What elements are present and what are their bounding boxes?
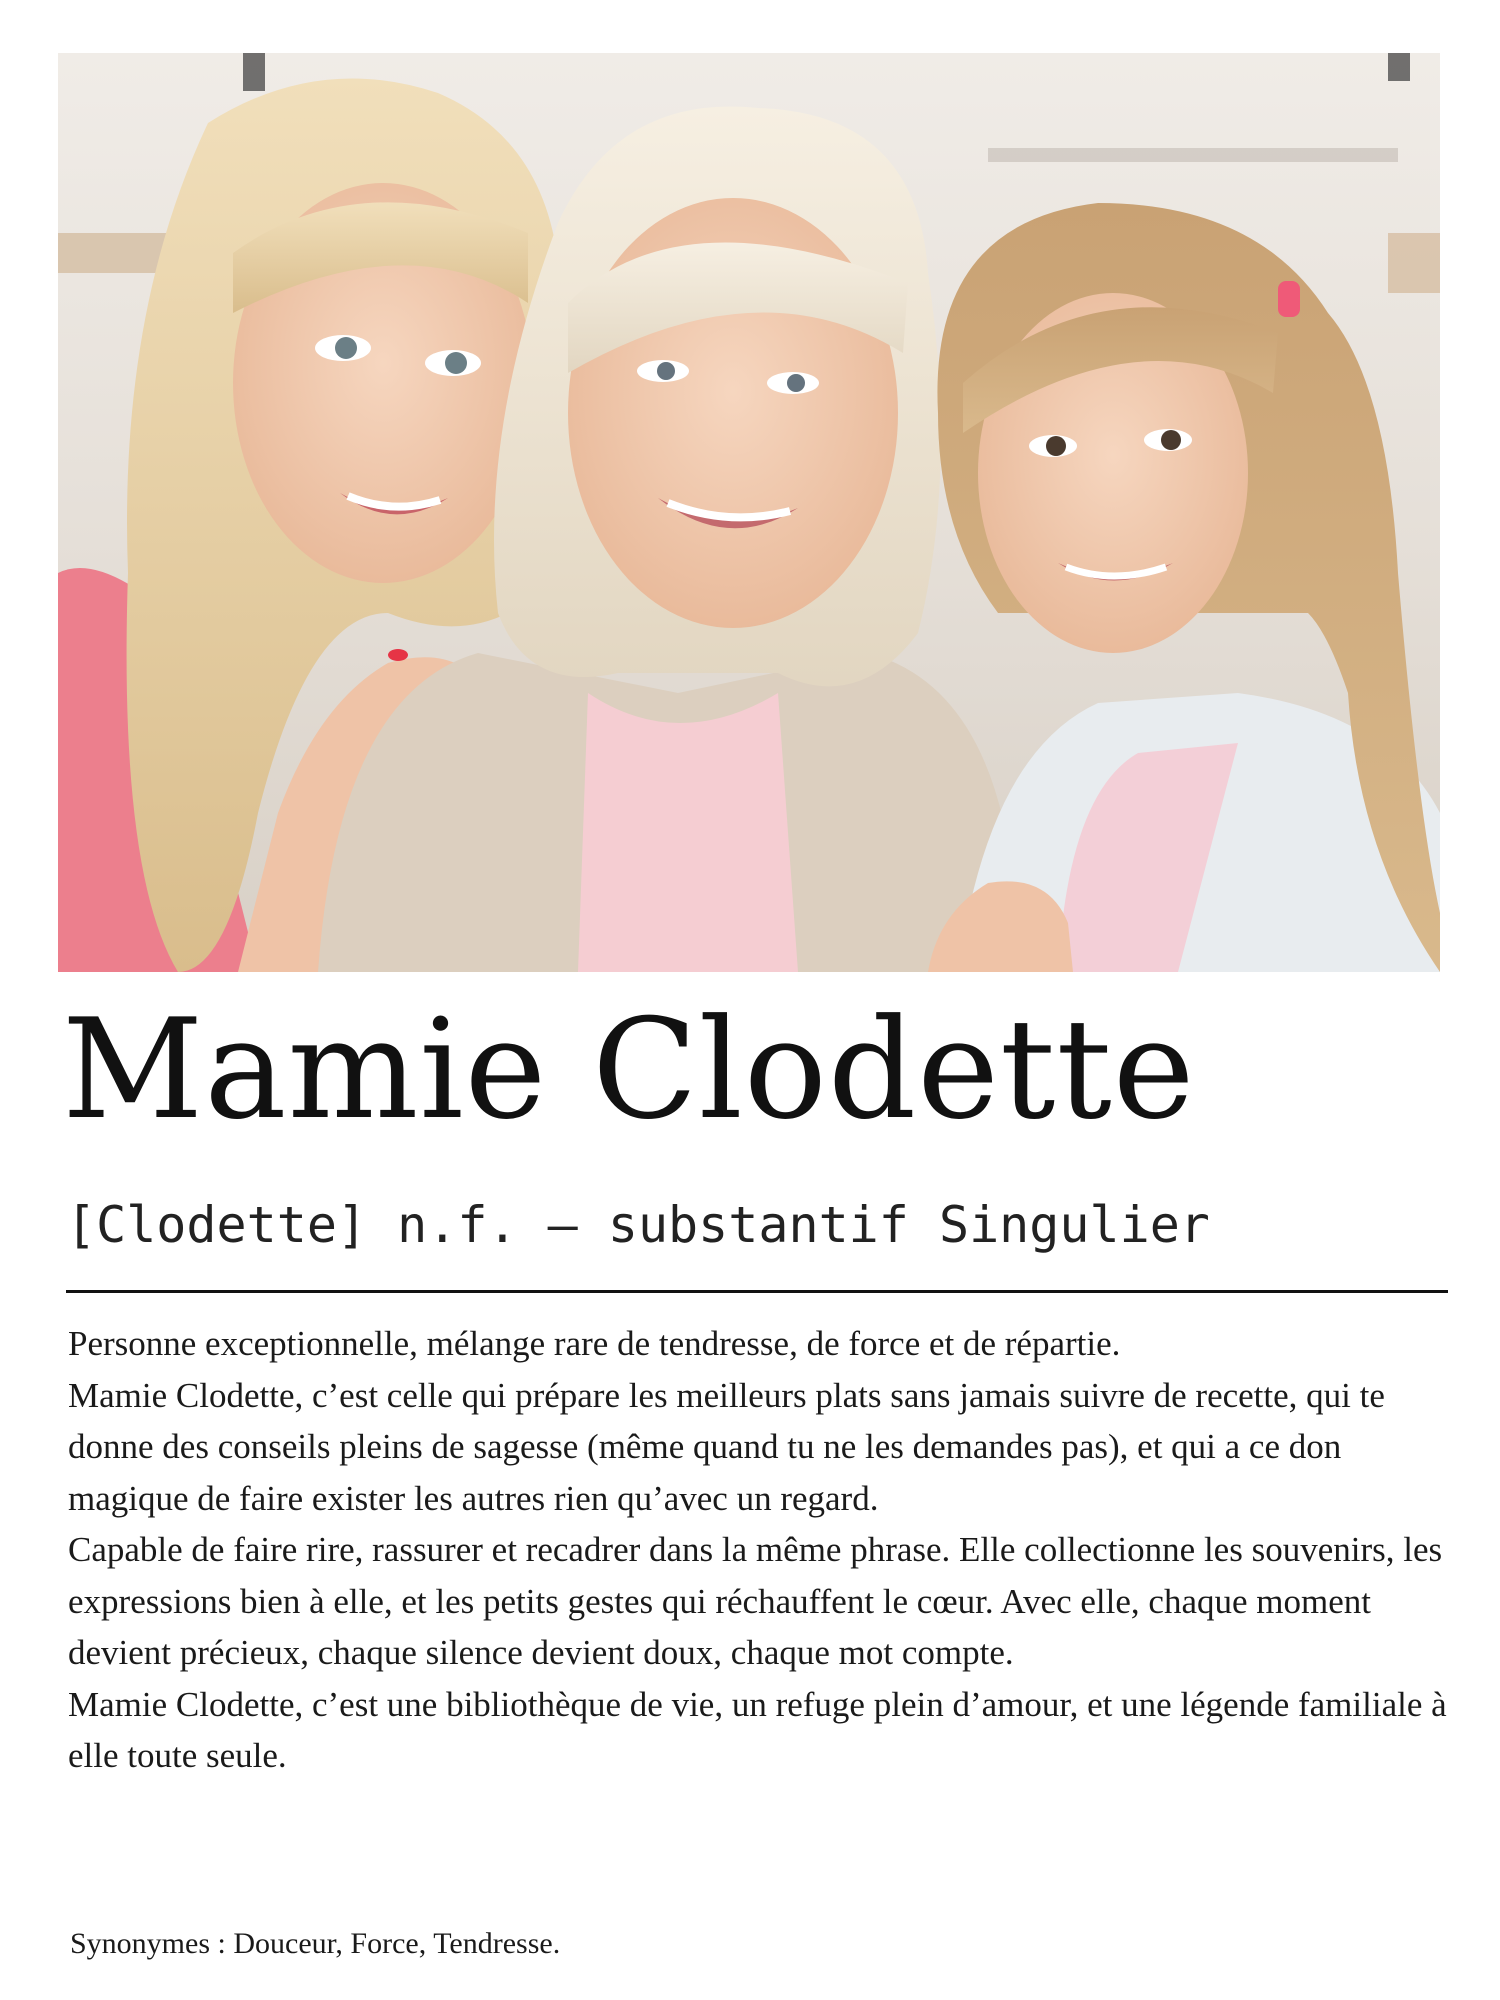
definition-paragraph: Capable de faire rire, rassurer et recadrer dans la même phrase. Elle collectionne les souvenirs, les expressions bien à elle, et les petits gestes qui réchauffent le cœur. Avec elle, chaque moment devient précieux, chaque silence devient doux, chaque mot compte.: [68, 1530, 1443, 1672]
pronunciation-subtitle: [Clodette] n.f. — substantif Singulier: [66, 1196, 1210, 1254]
definition-body: [68, 1318, 1453, 1782]
definition-paragraph: Personne exceptionnelle, mélange rare de tendresse, de force et de répartie.: [68, 1324, 1121, 1363]
definition-paragraph: Mamie Clodette, c’est celle qui prépare les meilleurs plats sans jamais suivre de recette, qui te donne des conseils pleins de sagesse (même quand tu ne les demandes pas), et qui a ce don magique de faire exister les autres rien qu’avec un regard.: [68, 1375, 1385, 1518]
definition-paragraph: Mamie Clodette, c’est une bibliothèque de vie, un refuge plein d’amour, et une légende familiale à elle toute seule.: [68, 1684, 1447, 1775]
family-photo-illustration: [58, 53, 1440, 972]
family-photo: [58, 53, 1440, 972]
divider: [66, 1290, 1448, 1293]
synonyms-line: Synonymes : Douceur, Force, Tendresse.: [70, 1927, 561, 1960]
page-title: Mamie Clodette: [62, 989, 1196, 1150]
